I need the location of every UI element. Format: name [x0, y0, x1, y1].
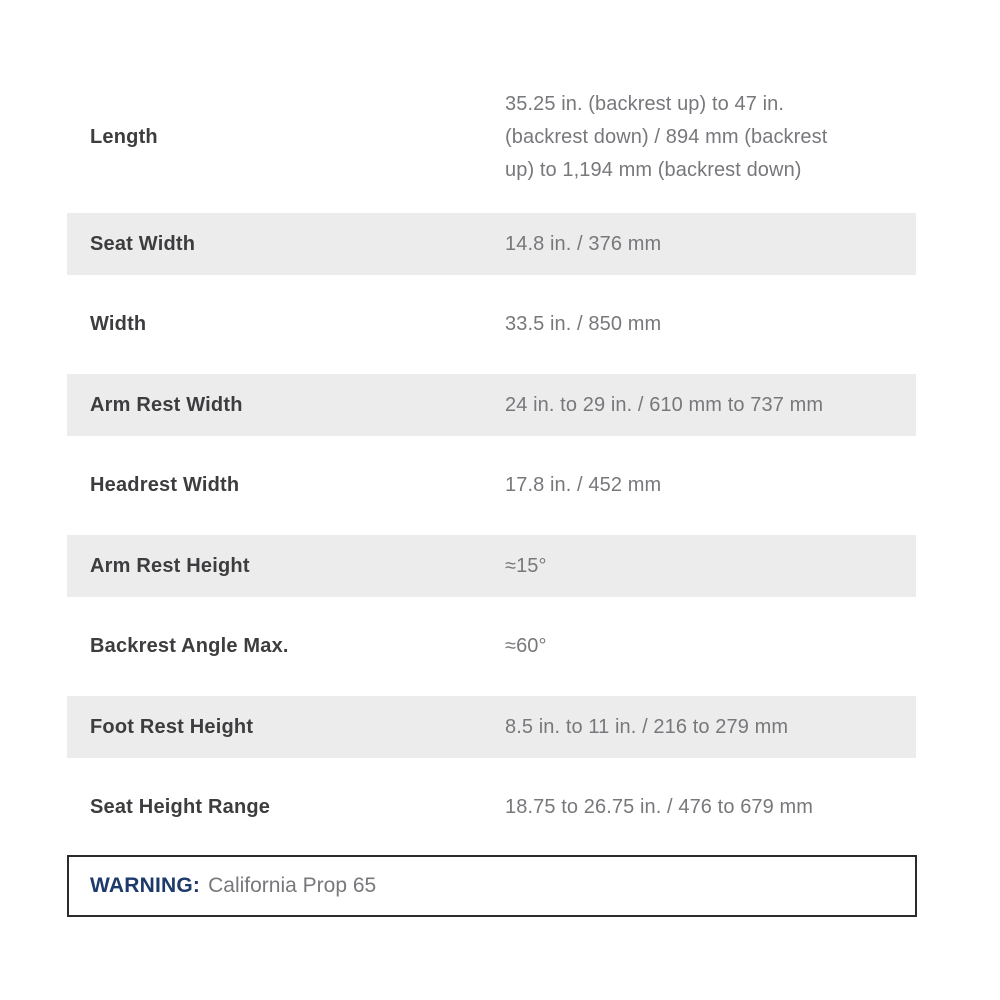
spec-value-length: [505, 88, 916, 187]
spec-row-arm-rest-width: [67, 374, 916, 436]
spec-value-backrest-angle-max: ≈60°: [505, 635, 547, 657]
spec-row-foot-rest-height: [67, 696, 916, 758]
spec-value-arm-rest-width: 24 in. to 29 in. / 610 mm to 737 mm: [505, 393, 824, 416]
spec-row-width: [67, 294, 916, 356]
spec-label-foot-rest-height: Foot Rest Height: [90, 715, 254, 738]
spec-value-length-line-3: up) to 1,194 mm (backrest down): [505, 159, 802, 181]
spec-value-width: 33.5 in. / 850 mm: [505, 313, 662, 335]
spec-value-foot-rest-height: 8.5 in. to 11 in. / 216 to 279 mm: [505, 715, 789, 738]
spec-row-seat-width: [67, 213, 916, 275]
spec-value-headrest-width: 17.8 in. / 452 mm: [505, 474, 662, 496]
spec-label-backrest-angle-max: Backrest Angle Max.: [90, 635, 289, 657]
warning-text: California Prop 65: [208, 874, 377, 897]
spec-label-width: Width: [90, 313, 147, 335]
warning-label: WARNING:: [90, 874, 201, 897]
spec-value-length-line-1: 35.25 in. (backrest up) to 47 in.: [505, 93, 785, 115]
spec-row-length: [67, 88, 916, 187]
spec-label-seat-width: Seat Width: [90, 232, 196, 255]
spec-label-length: Length: [90, 126, 158, 148]
california-prop65-warning-box: [67, 855, 917, 917]
spec-row-headrest-width: [67, 455, 916, 517]
spec-table: [67, 88, 916, 857]
spec-label-seat-height-range: Seat Height Range: [90, 796, 271, 818]
spec-label-headrest-width: Headrest Width: [90, 474, 240, 496]
spec-value-arm-rest-height: ≈15°: [505, 554, 547, 577]
spec-value-seat-width: 14.8 in. / 376 mm: [505, 232, 662, 255]
spec-row-arm-rest-height: [67, 535, 916, 597]
spec-row-seat-height-range: [67, 777, 916, 839]
spec-value-length-line-2: (backrest down) / 894 mm (backrest: [505, 126, 828, 148]
spec-label-arm-rest-height: Arm Rest Height: [90, 554, 250, 577]
spec-row-backrest-angle-max: [67, 616, 916, 678]
spec-value-seat-height-range: 18.75 to 26.75 in. / 476 to 679 mm: [505, 796, 814, 818]
spec-label-arm-rest-width: Arm Rest Width: [90, 393, 243, 416]
